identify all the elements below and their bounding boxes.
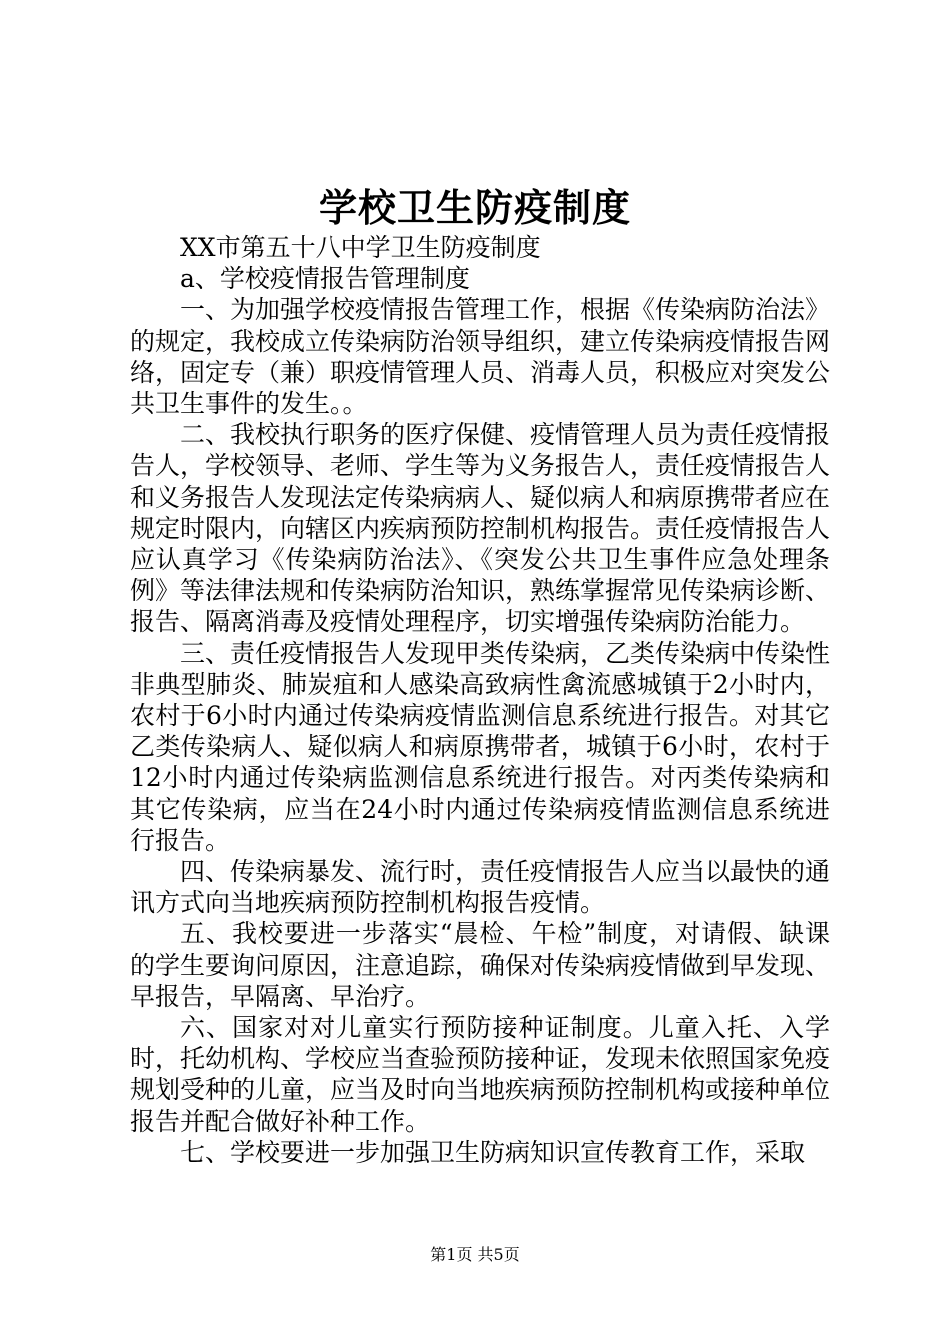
paragraph: 五、我校要进一步落实“晨检、午检”制度，对请假、缺课的学生要询问原因，注意追踪，确保对传染病疫情做到早发现、早报告，早隔离、早治疗。 xyxy=(130,919,831,1011)
document-body xyxy=(130,232,830,1168)
page-number-footer: 第1页 共5页 xyxy=(430,1245,520,1264)
paragraph: 六、国家对对儿童实行预防接种证制度。儿童入托、入学时，托幼机构、学校应当查验预防接种证，发现未依照国家免疫规划受种的儿童，应当及时向当地疾病预防控制机构或接种单位报告并配合做好补种工作。 xyxy=(130,1013,831,1136)
paragraph: 三、责任疫情报告人发现甲类传染病，乙类传染病中传染性非典型肺炎、肺炭疽和人感染高致病性禽流感城镇于2小时内，农村于6小时内通过传染病疫情监测信息系统进行报告。对其它乙类传染病人、疑似病人和病原携带者，城镇于6小时，农村于12小时内通过传染病监测信息系统进行报告。对丙类传染病和其它传染病，应当在24小时内通过传染病疫情监测信息系统进行报告。 xyxy=(130,638,831,855)
paragraph: 七、学校要进一步加强卫生防病知识宣传教育工作，采取 xyxy=(180,1137,806,1167)
paragraph: 一、为加强学校疫情报告管理工作，根据《传染病防治法》的规定，我校成立传染病防治领导组织，建立传染病疫情报告网络，固定专（兼）职疫情管理人员、消毒人员，积极应对突发公共卫生事件的发生。。 xyxy=(130,295,831,419)
paragraph: 四、传染病暴发、流行时，责任疫情报告人应当以最快的通讯方式向当地疾病预防控制机构报告疫情。 xyxy=(130,857,831,918)
paragraph: 二、我校执行职务的医疗保健、疫情管理人员为责任疫情报告人，学校领导、老师、学生等为义务报告人，责任疫情报告人和义务报告人发现法定传染病病人、疑似病人和病原携带者应在规定时限内，向辖区内疾病预防控制机构报告。责任疫情报告人应认真学习《传染病防治法》、《突发公共卫生事件应急处理条例》等法律法规和传染病防治知识，熟练掌握常见传染病诊断、报告、隔离消毒及疫情处理程序，切实增强传染病防治能力。 xyxy=(130,420,831,637)
paragraph: a、学校疫情报告管理制度 xyxy=(180,264,470,294)
document-title: 学校卫生防疫制度 xyxy=(318,185,631,230)
paragraph: XX市第五十八中学卫生防疫制度 xyxy=(180,233,541,262)
